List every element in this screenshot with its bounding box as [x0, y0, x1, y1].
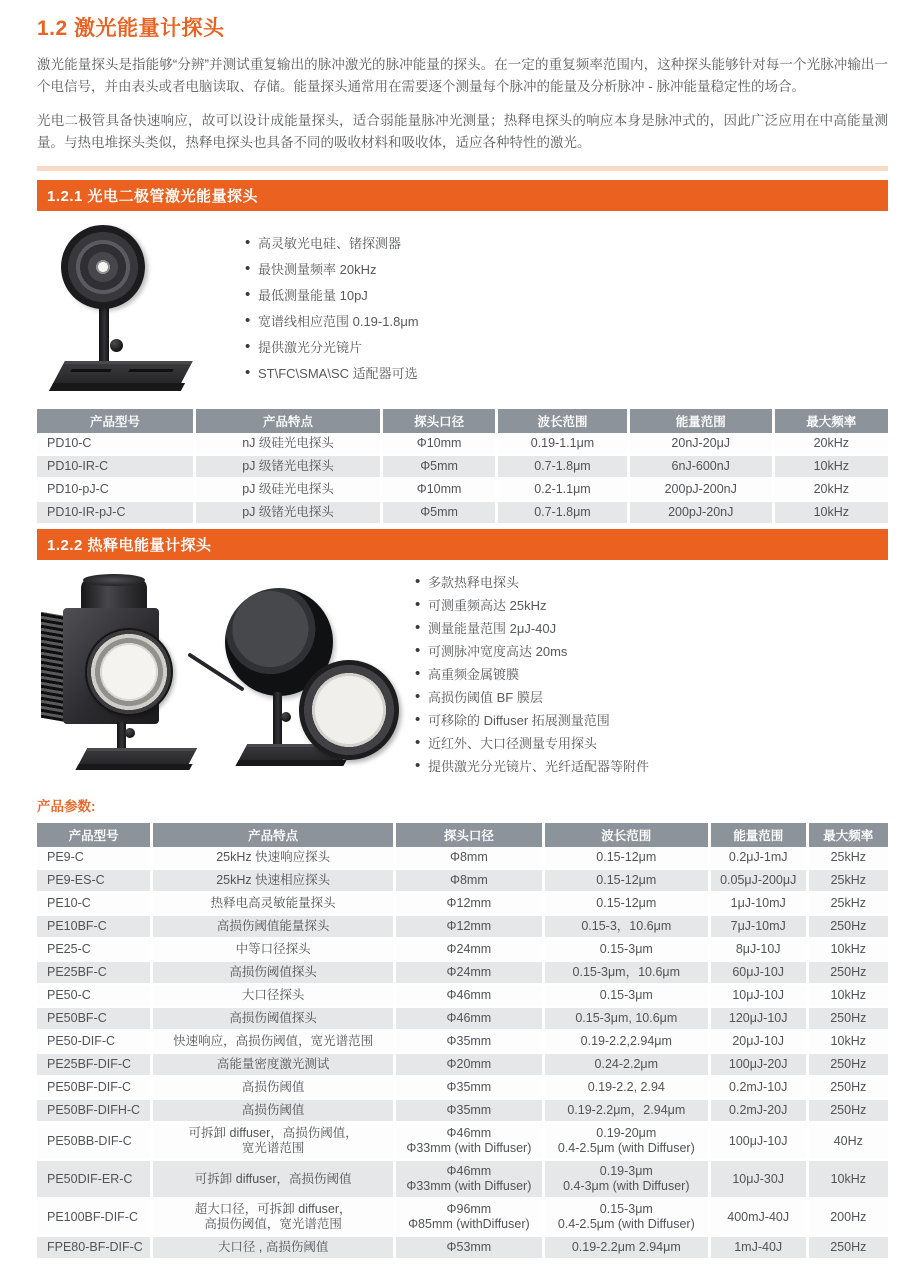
table-row [37, 1030, 888, 1053]
feature-item: • 最快测量频率 20kHz [245, 263, 419, 277]
table-cell: 0.15-3μm, 10.6μm [543, 1007, 709, 1030]
intro-paragraph-2: 光电二极管具备快速响应，故可以设计成能量探头，适合弱能量脉冲光测量；热释电探头的响应本身是脉冲式的，因此广泛应用在中高能量测量。与热电堆探头类似，热释电探头也具备不同的吸收材料和吸收体，适应各种特性的激光。 [37, 113, 888, 150]
table-cell: PE25BF-C [37, 961, 152, 984]
table-cell: 25kHz [807, 847, 888, 869]
probe-post [117, 722, 126, 750]
table-cell: PD10-pJ-C [37, 478, 194, 501]
table-cell: 0.19-2.2μm，2.94μm [543, 1099, 709, 1122]
table-cell: 250Hz [807, 1053, 888, 1076]
probe-aperture-ring [85, 628, 173, 716]
column-header: 产品型号 [37, 823, 152, 847]
table-cell: 0.15-3μm 0.4-2.5μm (with Diffuser) [543, 1198, 709, 1236]
pyroelectric-probes-image [37, 572, 367, 772]
table-cell: 0.2mJ-10J [709, 1076, 807, 1099]
section-1-2-1-header: 1.2.1 光电二极管激光能量探头 [37, 180, 888, 211]
table-row [37, 1099, 888, 1122]
table-row [37, 1122, 888, 1160]
table-cell: PE9-C [37, 847, 152, 869]
section-1-2-2-header: 1.2.2 热释电能量计探头 [37, 529, 888, 560]
table-row [37, 501, 888, 524]
probe-knob [281, 712, 291, 722]
table-cell: nJ 级硅光电探头 [194, 433, 381, 455]
table-row [37, 433, 888, 455]
table-row [37, 478, 888, 501]
table-cell: 可拆卸 diffuser，高损伤阈值， 宽光谱范围 [152, 1122, 395, 1160]
table-cell: 250Hz [807, 1099, 888, 1122]
table-cell: Φ10mm [382, 478, 497, 501]
table-cell: 100μJ-20J [709, 1053, 807, 1076]
table-row [37, 847, 888, 869]
table-cell: PE25BF-DIF-C [37, 1053, 152, 1076]
base-slot [70, 369, 112, 372]
table-cell: 250Hz [807, 1076, 888, 1099]
table-cell: 快速响应，高损伤阈值，宽光谱范围 [152, 1030, 395, 1053]
table-cell: Φ35mm [394, 1030, 543, 1053]
column-header: 波长范围 [543, 823, 709, 847]
table-cell: 250Hz [807, 915, 888, 938]
table-cell: pJ 级锗光电探头 [194, 455, 381, 478]
table-cell: 25kHz [807, 869, 888, 892]
feature-list-pyroelectric [415, 576, 649, 783]
table-cell: Φ5mm [382, 455, 497, 478]
table-cell: 200Hz [807, 1198, 888, 1236]
feature-item: • 测量能量范围 2μJ-40J [415, 622, 649, 636]
table-cell: 250Hz [807, 1236, 888, 1259]
table-cell: 25kHz [807, 892, 888, 915]
table-cell: 6nJ-600nJ [628, 455, 773, 478]
table-cell: Φ35mm [394, 1076, 543, 1099]
feature-item: • 可测脉冲宽度高达 20ms [415, 645, 649, 659]
table-cell: PD10-IR-C [37, 455, 194, 478]
table-cell: 0.15-12μm [543, 847, 709, 869]
table-cell: Φ53mm [394, 1236, 543, 1259]
table-cell: 高损伤阈值 [152, 1076, 395, 1099]
probe-knob [125, 728, 135, 738]
table-cell: 25kHz 快速响应探头 [152, 847, 395, 869]
probe-base [79, 748, 198, 764]
table-cell: 10kHz [773, 455, 888, 478]
table-cell: 1μJ-10mJ [709, 892, 807, 915]
column-header: 最大频率 [807, 823, 888, 847]
product-params-label: 产品参数: [37, 799, 96, 814]
table-cell: 1mJ-40J [709, 1236, 807, 1259]
table-cell: 0.19-20μm 0.4-2.5μm (with Diffuser) [543, 1122, 709, 1160]
table-row [37, 892, 888, 915]
table-cell: 40Hz [807, 1122, 888, 1160]
table-cell: 0.19-1.1μm [497, 433, 629, 455]
table-cell: 100μJ-10J [709, 1122, 807, 1160]
table-cell: 0.15-12μm [543, 869, 709, 892]
catalog-page [37, 12, 888, 1260]
table-cell: PE50BF-DIF-C [37, 1076, 152, 1099]
section-divider [37, 166, 888, 171]
table-row [37, 938, 888, 961]
table-cell: 大口径 , 高损伤阈值 [152, 1236, 395, 1259]
table-cell: 20nJ-20μJ [628, 433, 773, 455]
table-cell: 0.19-2.2, 2.94 [543, 1076, 709, 1099]
table-cell: 10kHz [807, 1160, 888, 1198]
table-row [37, 1076, 888, 1099]
table-row [37, 1160, 888, 1198]
section-1-2-1-content [37, 223, 888, 393]
feature-item: • 高重频金属镀膜 [415, 668, 649, 682]
table-cell: 20kHz [773, 478, 888, 501]
probe-post [99, 305, 109, 367]
table-cell: 0.15-3μm [543, 938, 709, 961]
column-header: 能量范围 [709, 823, 807, 847]
table-cell: 10kHz [807, 1030, 888, 1053]
table-row [37, 984, 888, 1007]
table-cell: 10kHz [807, 938, 888, 961]
table-cell: 高损伤阈值能量探头 [152, 915, 395, 938]
table-cell: 0.19-2.2,2.94μm [543, 1030, 709, 1053]
table-cell: 0.15-3μm [543, 984, 709, 1007]
table-cell: Φ24mm [394, 938, 543, 961]
table-cell: 0.19-2.2μm 2.94μm [543, 1236, 709, 1259]
table-cell: 200pJ-20nJ [628, 501, 773, 524]
column-header: 最大频率 [773, 409, 888, 433]
table-cell: 中等口径探头 [152, 938, 395, 961]
column-header: 探头口径 [394, 823, 543, 847]
table-cell: PE50-DIF-C [37, 1030, 152, 1053]
table-cell: 60μJ-10J [709, 961, 807, 984]
table-cell: 0.2-1.1μm [497, 478, 629, 501]
table-cell: 高损伤阈值探头 [152, 1007, 395, 1030]
table-cell: pJ 级锗光电探头 [194, 501, 381, 524]
table-cell: 10μJ-10J [709, 984, 807, 1007]
feature-item: • 近红外、大口径测量专用探头 [415, 737, 649, 751]
table-cell: 热释电高灵敏能量探头 [152, 892, 395, 915]
table-cell: 0.15-12μm [543, 892, 709, 915]
probe-base-edge [49, 383, 185, 391]
table-cell: 0.19-3μm 0.4-3μm (with Diffuser) [543, 1160, 709, 1198]
table-cell: 10μJ-30J [709, 1160, 807, 1198]
table-cell: Φ12mm [394, 892, 543, 915]
table-cell: 200pJ-200nJ [628, 478, 773, 501]
table-cell: 10kHz [807, 984, 888, 1007]
table-cell: PE50-C [37, 984, 152, 1007]
photodiode-probe-image [37, 223, 215, 391]
table-cell: Φ5mm [382, 501, 497, 524]
table-row [37, 961, 888, 984]
table-cell: Φ35mm [394, 1099, 543, 1122]
table-cell: PE50BB-DIF-C [37, 1122, 152, 1160]
column-header: 产品型号 [37, 409, 194, 433]
probe-head-disc [61, 225, 145, 309]
photodiode-probe-table [37, 409, 888, 525]
table-cell: 0.2mJ-20J [709, 1099, 807, 1122]
table-row [37, 1198, 888, 1236]
feature-item: • ST\FC\SMA\SC 适配器可选 [245, 367, 419, 381]
table-cell: 0.15-3μm，10.6μm [543, 961, 709, 984]
table-cell: 25kHz 快速相应探头 [152, 869, 395, 892]
table-cell: PE100BF-DIF-C [37, 1198, 152, 1236]
table-cell: Φ46mm Φ33mm (with Diffuser) [394, 1160, 543, 1198]
table-row [37, 915, 888, 938]
feature-item: • 多款热释电探头 [415, 576, 649, 590]
table-cell: 0.05μJ-200μJ [709, 869, 807, 892]
table-cell: Φ24mm [394, 961, 543, 984]
table-cell: 0.2μJ-1mJ [709, 847, 807, 869]
table-row [37, 1007, 888, 1030]
feature-item: • 宽谱线相应范围 0.19-1.8μm [245, 315, 419, 329]
table-cell: 高损伤阈值探头 [152, 961, 395, 984]
table-cell: 高损伤阈值 [152, 1099, 395, 1122]
table-header-row [37, 409, 888, 433]
table-cell: Φ46mm [394, 984, 543, 1007]
feature-item: • 提供激光分光镜片、光纤适配器等附件 [415, 760, 649, 774]
table-cell: Φ96mm Φ85mm (withDiffuser) [394, 1198, 543, 1236]
table-cell: 0.15-3，10.6μm [543, 915, 709, 938]
table-cell: 20kHz [773, 433, 888, 455]
table-cell: PE25-C [37, 938, 152, 961]
table-cell: 8μJ-10J [709, 938, 807, 961]
table-cell: Φ46mm [394, 1007, 543, 1030]
table-cell: Φ20mm [394, 1053, 543, 1076]
table-cell: PE50DIF-ER-C [37, 1160, 152, 1198]
table-cell: PE50BF-C [37, 1007, 152, 1030]
table-cell: 超大口径，可拆卸 diffuser， 高损伤阈值，宽光谱范围 [152, 1198, 395, 1236]
feature-item: • 高灵敏光电硅、锗探测器 [245, 237, 419, 251]
feature-item: • 提供激光分光镜片 [245, 341, 419, 355]
base-slot [128, 369, 174, 372]
table-cell: Φ12mm [394, 915, 543, 938]
probe-knob [110, 339, 123, 352]
feature-item: • 高损伤阈值 BF 膜层 [415, 691, 649, 705]
table-cell: PD10-IR-pJ-C [37, 501, 194, 524]
page-title: 1.2 激光能量计探头 [37, 17, 225, 40]
table-cell: 高能量密度激光测试 [152, 1053, 395, 1076]
table-cell: 400mJ-40J [709, 1198, 807, 1236]
column-header: 能量范围 [628, 409, 773, 433]
table-cell: 0.7-1.8μm [497, 501, 629, 524]
table-cell: 20μJ-10J [709, 1030, 807, 1053]
table-cell: 可拆卸 diffuser，高损伤阈值 [152, 1160, 395, 1198]
table-cell: PD10-C [37, 433, 194, 455]
probe-base-edge [235, 760, 346, 766]
pyroelectric-probe-table [37, 823, 888, 1260]
table-header-row [37, 823, 888, 847]
table-cell: PE50BF-DIFH-C [37, 1099, 152, 1122]
table-cell: 250Hz [807, 961, 888, 984]
feature-item: • 最低测量能量 10pJ [245, 289, 419, 303]
section-1-2-2-content [37, 572, 888, 783]
table-cell: 250Hz [807, 1007, 888, 1030]
column-header: 产品特点 [152, 823, 395, 847]
table-row [37, 1053, 888, 1076]
feature-item: • 可移除的 Diffuser 拓展测量范围 [415, 714, 649, 728]
table-cell: 0.24-2.2μm [543, 1053, 709, 1076]
table-cell: PE10-C [37, 892, 152, 915]
table-cell: FPE80-BF-DIF-C [37, 1236, 152, 1259]
column-header: 探头口径 [382, 409, 497, 433]
table-cell: Φ10mm [382, 433, 497, 455]
table-cell: Φ8mm [394, 869, 543, 892]
table-row [37, 869, 888, 892]
column-header: 产品特点 [194, 409, 381, 433]
table-cell: Φ8mm [394, 847, 543, 869]
column-header: 波长范围 [497, 409, 629, 433]
probe-base-edge [75, 764, 192, 770]
table-cell: Φ46mm Φ33mm (with Diffuser) [394, 1122, 543, 1160]
intro-paragraph-1: 激光能量探头是指能够“分辨”并测试重复输出的脉冲激光的脉冲能量的探头。在一定的重复频率范围内，这种探头能够针对每一个光脉冲输出一个电信号，并由表头或者电脑读取、存储。能量探头通常用在需要逐个测量每个脉冲的能量及分析脉冲 - 脉冲能量稳定性的场合。 [37, 57, 888, 94]
table-cell: 120μJ-10J [709, 1007, 807, 1030]
feature-item: • 可测重频高达 25kHz [415, 599, 649, 613]
table-cell: 0.7-1.8μm [497, 455, 629, 478]
table-row [37, 1236, 888, 1259]
table-cell: 大口径探头 [152, 984, 395, 1007]
table-row [37, 455, 888, 478]
table-cell: 10kHz [773, 501, 888, 524]
probe-base [53, 361, 193, 383]
table-cell: PE9-ES-C [37, 869, 152, 892]
feature-list-photodiode [245, 237, 419, 393]
table-cell: 7μJ-10mJ [709, 915, 807, 938]
table-cell: pJ 级硅光电探头 [194, 478, 381, 501]
table-cell: PE10BF-C [37, 915, 152, 938]
